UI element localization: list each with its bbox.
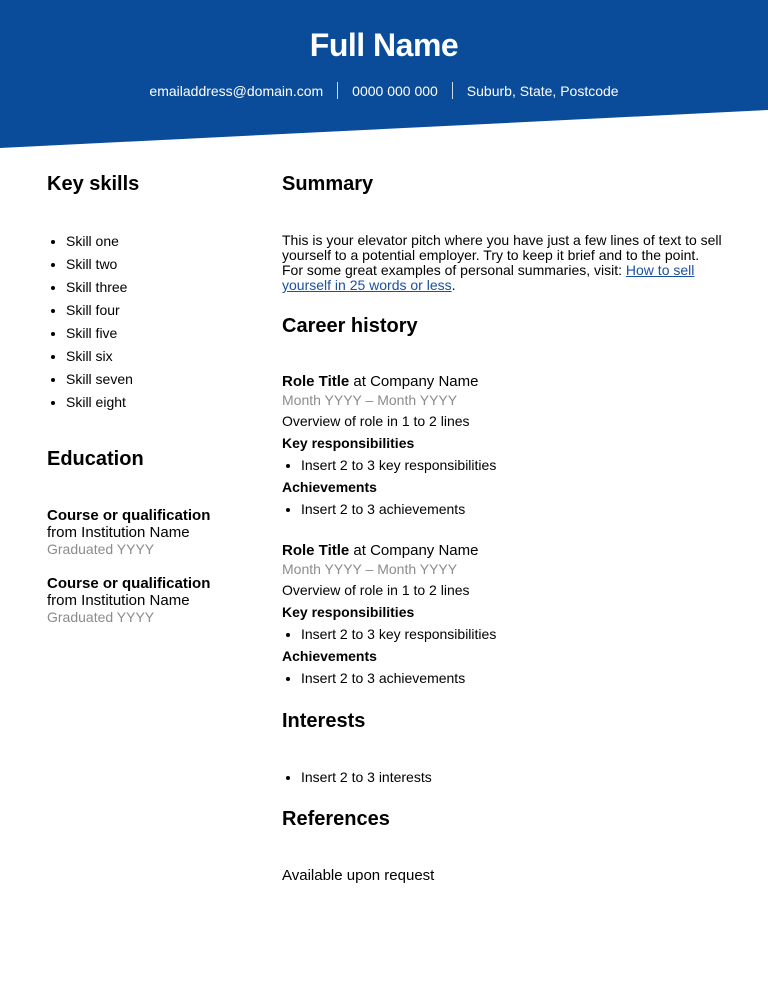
skill-item: • Skill seven <box>66 370 133 393</box>
phone-number: 0000 000 000 <box>352 82 438 99</box>
education-entry <box>47 575 210 626</box>
skills-list <box>47 232 133 416</box>
company-name: at Company Name <box>349 373 479 390</box>
responsibilities-heading: Key responsibilities <box>282 604 415 620</box>
job-entry <box>282 542 722 687</box>
course-name: Course or qualification <box>47 507 211 524</box>
header-background <box>0 0 768 150</box>
career-history-heading: Career history <box>282 315 418 337</box>
location: Suburb, State, Postcode <box>466 82 619 99</box>
institution-name: from Institution Name <box>47 592 190 609</box>
education-heading: Education <box>47 448 144 470</box>
achievements-list <box>282 501 722 518</box>
interest-item: • Insert 2 to 3 interests <box>301 769 432 786</box>
role-title: Role Title <box>282 542 350 559</box>
job-overview: Overview of role in 1 to 2 lines <box>282 582 470 598</box>
skill-item: • Skill six <box>66 347 133 370</box>
summary-link[interactable]: How to sell yourself in 25 words or less <box>282 262 695 293</box>
job-entry <box>282 373 722 518</box>
education-entry <box>47 507 210 558</box>
full-name: Full Name <box>309 27 459 63</box>
responsibilities-heading: Key responsibilities <box>282 435 415 451</box>
contact-details <box>0 82 768 99</box>
graduation-year: Graduated YYYY <box>47 541 155 557</box>
skill-item: • Skill four <box>66 301 133 324</box>
job-dates: Month YYYY – Month YYYY <box>282 392 458 408</box>
summary-heading: Summary <box>282 173 374 195</box>
skill-item: • Skill eight <box>66 393 133 416</box>
responsibility-item: • Insert 2 to 3 key responsibilities <box>301 457 722 474</box>
job-title-line <box>282 373 722 390</box>
achievement-item: • Insert 2 to 3 achievements <box>301 670 722 687</box>
summary-end: . <box>451 277 456 293</box>
email-address: emailaddress@domain.com <box>149 82 324 99</box>
job-dates: Month YYYY – Month YYYY <box>282 561 458 577</box>
skill-item: • Skill five <box>66 324 133 347</box>
summary-body: This is your elevator pitch where you have just a few lines of text to sell yourself to a potential employer. Try to keep it brief and to the point. For some great examples of personal summaries, visit: <box>282 232 722 278</box>
key-skills-heading: Key skills <box>47 173 140 195</box>
job-title-line <box>282 542 722 559</box>
job-overview: Overview of role in 1 to 2 lines <box>282 413 470 429</box>
course-name: Course or qualification <box>47 575 211 592</box>
company-name: at Company Name <box>349 542 479 559</box>
graduation-year: Graduated YYYY <box>47 609 155 625</box>
references-heading: References <box>282 808 390 830</box>
interests-list <box>282 769 432 786</box>
achievements-list <box>282 670 722 687</box>
achievements-heading: Achievements <box>282 648 377 664</box>
responsibility-item: • Insert 2 to 3 key responsibilities <box>301 626 722 643</box>
interests-heading: Interests <box>282 710 366 732</box>
skill-item: • Skill one <box>66 232 133 255</box>
references-text: Available upon request <box>282 867 435 884</box>
contact-separator <box>452 82 453 99</box>
summary-text <box>282 233 722 293</box>
skill-item: • Skill two <box>66 255 133 278</box>
header-banner <box>0 0 768 150</box>
skill-item: • Skill three <box>66 278 133 301</box>
responsibilities-list <box>282 626 722 643</box>
role-title: Role Title <box>282 373 350 390</box>
contact-separator <box>337 82 338 99</box>
institution-name: from Institution Name <box>47 524 190 541</box>
achievement-item: • Insert 2 to 3 achievements <box>301 501 722 518</box>
responsibilities-list <box>282 457 722 474</box>
achievements-heading: Achievements <box>282 479 377 495</box>
